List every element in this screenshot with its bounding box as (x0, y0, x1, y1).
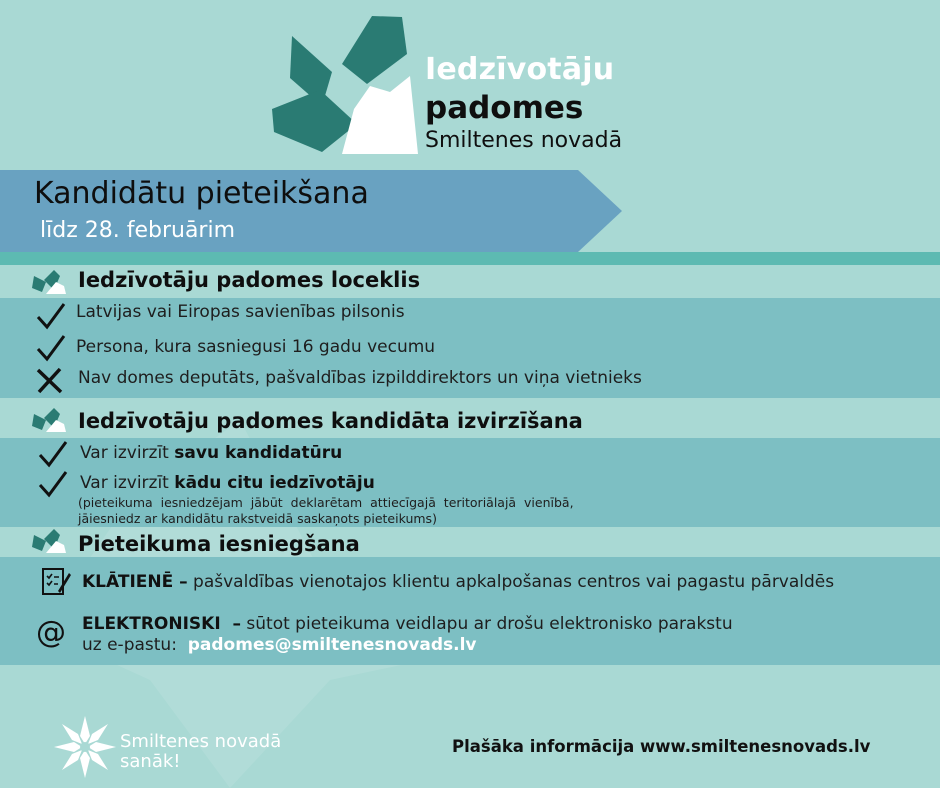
form-pencil-icon (40, 565, 72, 597)
section1-title: Iedzīvotāju padomes loceklis (78, 268, 421, 292)
footer-info-link[interactable]: Plašāka informācija www.smiltenesnovads.lv (452, 737, 871, 756)
leaf-bullet-icon (32, 527, 66, 553)
submit-in-person: KLĀTIENĒ – pašvaldības vienotajos klientu apkalpošanas centros vai pagastu pārvaldēs (82, 572, 835, 592)
check-icon (38, 470, 68, 498)
section2-title: Iedzīvotāju padomes kandidāta izvirzīšana (78, 409, 583, 433)
banner-deadline: līdz 28. februārim (40, 218, 236, 243)
section3-title: Pieteikuma iesniegšana (78, 532, 360, 556)
banner-title: Kandidātu pieteikšana (34, 176, 369, 211)
nominate-self: Var izvirzīt savu kandidatūru (80, 443, 343, 463)
email-link[interactable]: padomes@smiltenesnovads.lv (187, 635, 477, 655)
requirement-not-official: Nav domes deputāts, pašvaldības izpilddirektors un viņa vietnieks (78, 368, 642, 388)
smiltene-star-logo (52, 714, 118, 780)
requirement-citizen: Latvijas vai Eiropas savienības pilsonis (76, 302, 405, 322)
logo-title-line3: Smiltenes novadā (425, 128, 623, 153)
divider-stripe (0, 252, 940, 265)
requirement-age: Persona, kura sasniegusi 16 gadu vecumu (76, 337, 436, 357)
cross-icon (34, 366, 64, 394)
submit-email-line: uz e-pastu: padomes@smiltenesnovads.lv (82, 635, 477, 655)
footer-logo-text: Smiltenes novadā sanāk! (120, 731, 282, 772)
logo-title-line2: padomes (425, 90, 584, 126)
leaf-bullet-icon (32, 406, 66, 432)
leaf-bullet-icon (32, 268, 66, 294)
check-icon (38, 440, 68, 468)
nominate-other: Var izvirzīt kādu citu iedzīvotāju (80, 473, 375, 493)
at-sign-icon: @ (36, 615, 66, 650)
leaf-crown-logo (272, 14, 422, 159)
submit-electronic: ELEKTRONISKI – sūtot pieteikuma veidlapu ar drošu elektronisko parakstu (82, 614, 733, 634)
check-icon (36, 334, 66, 362)
nomination-note-line1: (pieteikuma iesniedzējam jābūt deklarētam attiecīgajā teritoriālajā vienībā, (78, 495, 574, 510)
logo-title-line1: Iedzīvotāju (425, 52, 615, 87)
check-icon (36, 302, 66, 330)
nomination-note-line2: jāiesniedz ar kandidātu rakstveidā saskaņots pieteikums) (78, 511, 437, 526)
